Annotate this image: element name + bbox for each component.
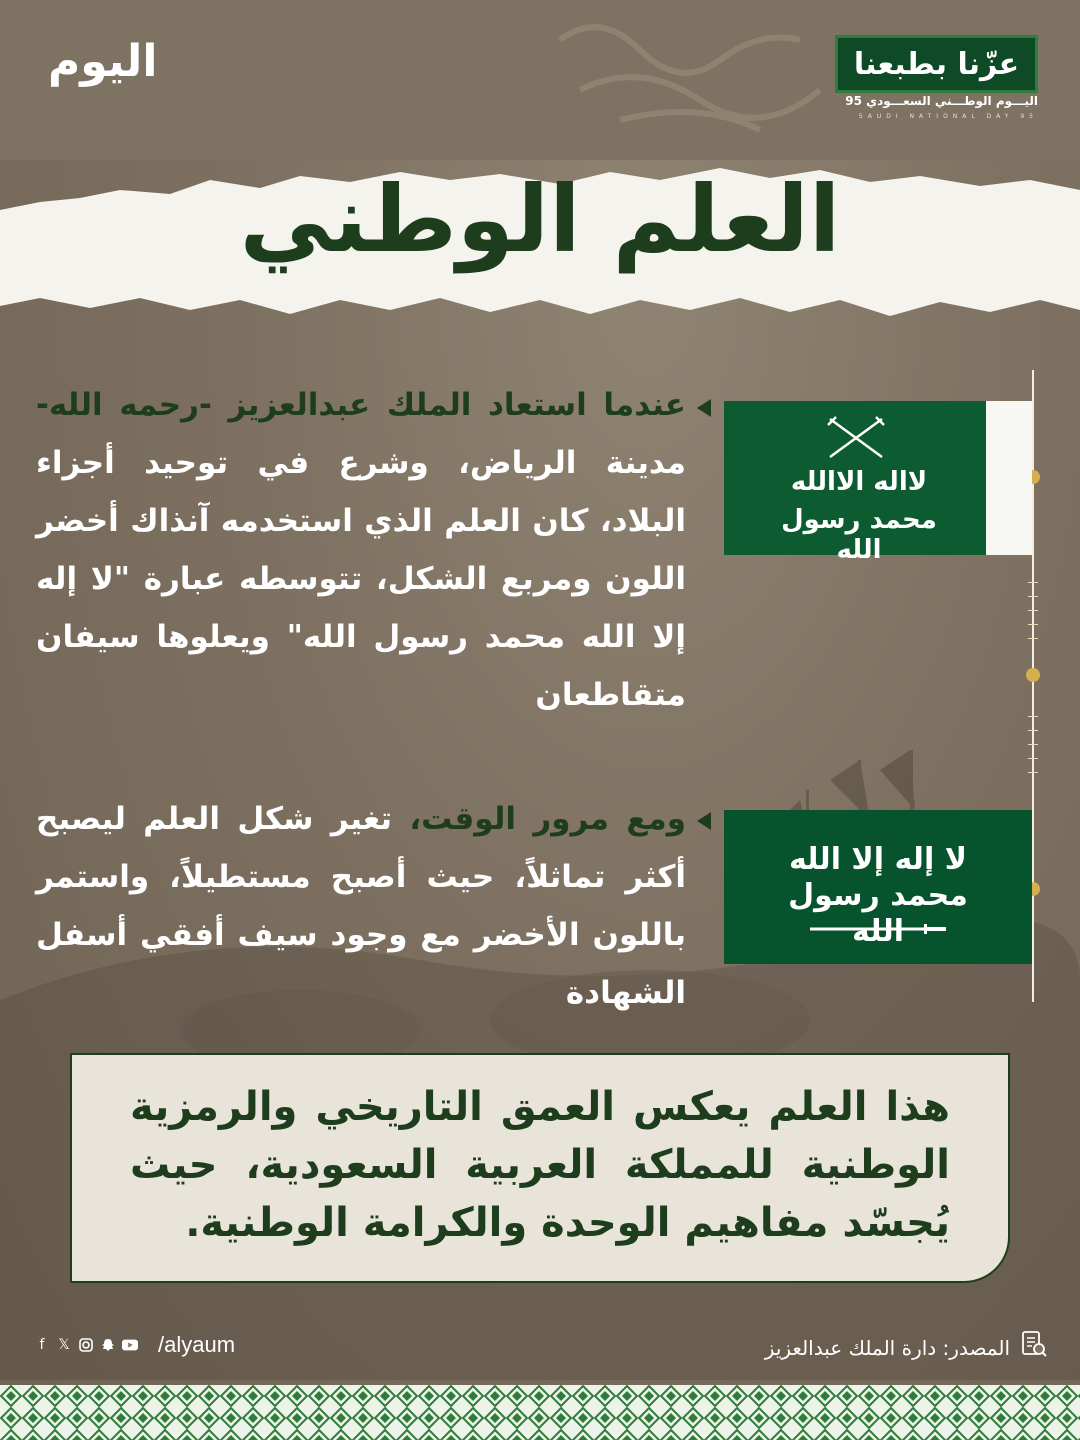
source-credit: المصدر: دارة الملك عبدالعزيز bbox=[764, 1336, 1010, 1360]
section2-body: تغير شكل العلم ليصبح أكثر تماثلاً، حيث أصبح مستطيلاً، واستمر باللون الأخضر مع وجود سيف أفقي أسفل الشهادة bbox=[36, 801, 686, 1011]
facebook-icon[interactable]: f bbox=[39, 1337, 45, 1353]
social-handle[interactable]: /alyaum bbox=[158, 1332, 236, 1357]
flag-shahada: لا إله إلا الله محمد رسول الله bbox=[788, 842, 968, 949]
badge-title: عزّنا بطبعنا bbox=[853, 46, 1020, 82]
summary-text: هذا العلم يعكس العمق التاريخي والرمزية الوطنية للمملكة العربية السعودية، حيث يُجسّد مفاهيم الوحدة والكرامة الوطنية. bbox=[130, 1084, 950, 1246]
national-day-badge bbox=[835, 35, 1038, 93]
social-links bbox=[34, 1332, 235, 1358]
timeline-line bbox=[1032, 370, 1034, 1002]
badge-english: SAUDI NATIONAL DAY 95 bbox=[858, 113, 1038, 120]
timeline-tick bbox=[1028, 582, 1038, 583]
bullet-arrow-icon bbox=[697, 812, 711, 830]
section1-body: مدينة الرياض، وشرع في توحيد أجزاء البلاد، كان العلم الذي استخدمه آنذاك أخضر اللون ومربع الشكل، تتوسطه عبارة "لا إله إلا الله محمد رسول الله" ويعلوها سيفان متقاطعان bbox=[36, 445, 686, 713]
youtube-icon[interactable] bbox=[122, 1337, 138, 1353]
modern-flag bbox=[724, 810, 1032, 964]
section1-paragraph bbox=[36, 376, 686, 724]
alyaum-logo: اليوم bbox=[48, 36, 158, 87]
badge-subtitle: اليـــوم الوطـــني السعـــودي 95 bbox=[845, 94, 1038, 108]
crossed-swords-icon bbox=[824, 415, 888, 459]
timeline-tick bbox=[1028, 758, 1038, 759]
section2-lead: ومع مرور الوقت، bbox=[409, 801, 686, 837]
timeline-dot bbox=[1026, 668, 1040, 682]
flag-white-band bbox=[986, 401, 1032, 555]
timeline-tick bbox=[1028, 596, 1038, 597]
sword-icon bbox=[808, 922, 948, 936]
timeline-tick bbox=[1028, 624, 1038, 625]
x-icon[interactable]: 𝕏 bbox=[58, 1337, 70, 1353]
flag-shahada-line1: لااله الاالله bbox=[790, 467, 928, 497]
bullet-arrow-icon bbox=[697, 399, 711, 417]
snapchat-icon[interactable] bbox=[100, 1337, 116, 1353]
instagram-icon[interactable] bbox=[78, 1337, 94, 1353]
document-search-icon bbox=[1020, 1330, 1048, 1358]
section2-paragraph bbox=[36, 790, 686, 1022]
section1-lead: عندما استعاد الملك عبدالعزيز -رحمه الله- bbox=[36, 387, 686, 423]
timeline-tick bbox=[1028, 638, 1038, 639]
timeline-tick bbox=[1028, 730, 1038, 731]
timeline-tick bbox=[1028, 716, 1038, 717]
page-title: العلم الوطني bbox=[239, 166, 841, 273]
historic-flag bbox=[724, 401, 1032, 565]
bottom-pattern bbox=[0, 1385, 1080, 1440]
timeline-tick bbox=[1028, 610, 1038, 611]
timeline-tick bbox=[1028, 772, 1038, 773]
timeline-tick bbox=[1028, 744, 1038, 745]
flag-shahada-line2: محمد رسول الله bbox=[781, 505, 937, 565]
